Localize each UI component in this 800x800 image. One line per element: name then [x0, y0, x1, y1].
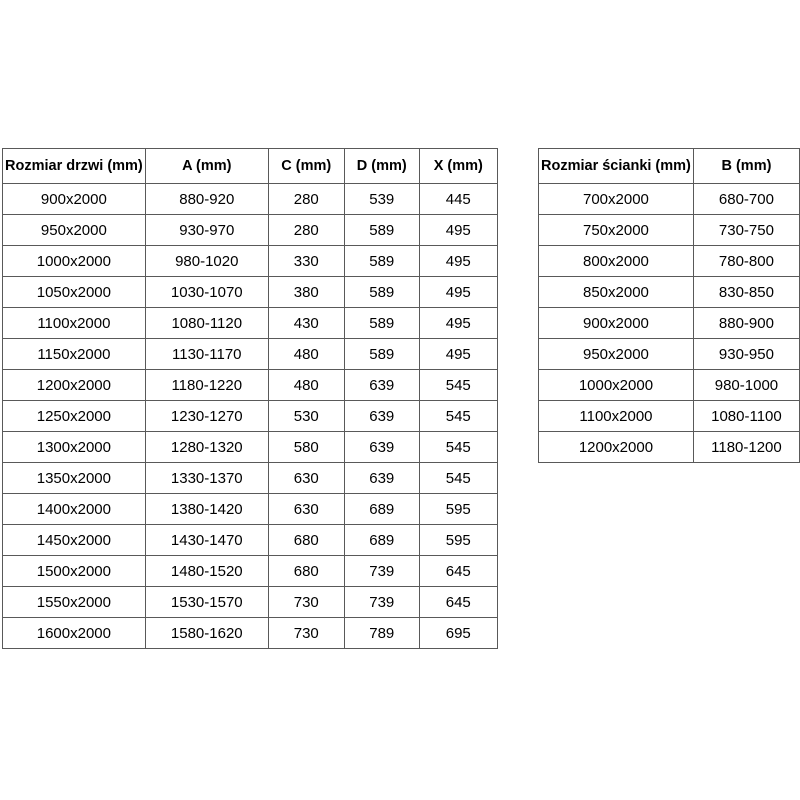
table-row — [539, 215, 800, 246]
table-cell: 830-850 — [693, 277, 799, 308]
column-header-c: C (mm) — [268, 149, 344, 184]
table-cell: 545 — [419, 463, 497, 494]
table-cell: 1330-1370 — [145, 463, 268, 494]
table-cell: 800x2000 — [539, 246, 694, 277]
table-cell: 589 — [344, 246, 419, 277]
table-cell: 789 — [344, 618, 419, 649]
table-cell: 280 — [268, 215, 344, 246]
table-cell: 630 — [268, 494, 344, 525]
table-row — [3, 184, 498, 215]
table-row — [3, 494, 498, 525]
table-cell: 495 — [419, 246, 497, 277]
table-cell: 1180-1220 — [145, 370, 268, 401]
wall-sizes-table — [538, 148, 800, 463]
table-cell: 750x2000 — [539, 215, 694, 246]
table-cell: 680 — [268, 525, 344, 556]
table-cell: 589 — [344, 215, 419, 246]
table-cell: 739 — [344, 556, 419, 587]
table-cell: 595 — [419, 494, 497, 525]
table-cell: 639 — [344, 463, 419, 494]
table-cell: 1200x2000 — [539, 432, 694, 463]
table-cell: 850x2000 — [539, 277, 694, 308]
table-cell: 689 — [344, 525, 419, 556]
table-row — [539, 246, 800, 277]
table-cell: 1050x2000 — [3, 277, 146, 308]
table-cell: 1280-1320 — [145, 432, 268, 463]
table-cell: 545 — [419, 401, 497, 432]
table-cell: 630 — [268, 463, 344, 494]
column-header-rozmiar-scianki: Rozmiar ścianki (mm) — [539, 149, 694, 184]
table-cell: 900x2000 — [539, 308, 694, 339]
table-cell: 545 — [419, 370, 497, 401]
table-row — [3, 215, 498, 246]
table-cell: 1430-1470 — [145, 525, 268, 556]
table-row — [3, 525, 498, 556]
door-table-header-row — [3, 149, 498, 184]
table-cell: 480 — [268, 370, 344, 401]
table-cell: 1350x2000 — [3, 463, 146, 494]
table-cell: 380 — [268, 277, 344, 308]
table-cell: 1480-1520 — [145, 556, 268, 587]
table-cell: 330 — [268, 246, 344, 277]
table-cell: 1100x2000 — [3, 308, 146, 339]
table-cell: 1150x2000 — [3, 339, 146, 370]
table-row — [3, 308, 498, 339]
table-cell: 739 — [344, 587, 419, 618]
table-cell: 695 — [419, 618, 497, 649]
table-cell: 495 — [419, 308, 497, 339]
table-cell: 1130-1170 — [145, 339, 268, 370]
table-cell: 700x2000 — [539, 184, 694, 215]
table-cell: 430 — [268, 308, 344, 339]
table-row — [539, 432, 800, 463]
table-cell: 645 — [419, 556, 497, 587]
table-cell: 639 — [344, 370, 419, 401]
column-header-rozmiar-drzwi: Rozmiar drzwi (mm) — [3, 149, 146, 184]
column-header-a: A (mm) — [145, 149, 268, 184]
table-cell: 495 — [419, 215, 497, 246]
table-cell: 1030-1070 — [145, 277, 268, 308]
table-cell: 589 — [344, 277, 419, 308]
table-cell: 1450x2000 — [3, 525, 146, 556]
table-cell: 950x2000 — [3, 215, 146, 246]
table-cell: 780-800 — [693, 246, 799, 277]
table-cell: 645 — [419, 587, 497, 618]
table-cell: 545 — [419, 432, 497, 463]
column-header-x: X (mm) — [419, 149, 497, 184]
table-cell: 930-970 — [145, 215, 268, 246]
table-cell: 730 — [268, 587, 344, 618]
table-cell: 1180-1200 — [693, 432, 799, 463]
table-cell: 639 — [344, 401, 419, 432]
column-header-b: B (mm) — [693, 149, 799, 184]
table-cell: 1400x2000 — [3, 494, 146, 525]
table-cell: 980-1020 — [145, 246, 268, 277]
table-cell: 589 — [344, 339, 419, 370]
table-cell: 689 — [344, 494, 419, 525]
table-cell: 589 — [344, 308, 419, 339]
table-row — [3, 618, 498, 649]
table-row — [3, 432, 498, 463]
table-row — [539, 401, 800, 432]
table-cell: 880-900 — [693, 308, 799, 339]
table-row — [539, 308, 800, 339]
table-cell: 730 — [268, 618, 344, 649]
table-cell: 539 — [344, 184, 419, 215]
table-cell: 1230-1270 — [145, 401, 268, 432]
table-cell: 530 — [268, 401, 344, 432]
table-cell: 495 — [419, 277, 497, 308]
table-cell: 280 — [268, 184, 344, 215]
table-cell: 1100x2000 — [539, 401, 694, 432]
wall-table-header-row — [539, 149, 800, 184]
table-cell: 445 — [419, 184, 497, 215]
table-row — [539, 370, 800, 401]
table-cell: 680-700 — [693, 184, 799, 215]
table-cell: 1380-1420 — [145, 494, 268, 525]
table-cell: 1530-1570 — [145, 587, 268, 618]
table-cell: 1080-1100 — [693, 401, 799, 432]
table-cell: 1080-1120 — [145, 308, 268, 339]
table-cell: 480 — [268, 339, 344, 370]
table-row — [3, 463, 498, 494]
table-row — [3, 556, 498, 587]
table-row — [3, 587, 498, 618]
table-row — [539, 277, 800, 308]
table-row — [3, 339, 498, 370]
table-cell: 880-920 — [145, 184, 268, 215]
table-cell: 730-750 — [693, 215, 799, 246]
table-row — [3, 401, 498, 432]
table-cell: 1000x2000 — [3, 246, 146, 277]
table-cell: 950x2000 — [539, 339, 694, 370]
table-cell: 980-1000 — [693, 370, 799, 401]
table-row — [539, 339, 800, 370]
table-row — [3, 246, 498, 277]
table-row — [3, 277, 498, 308]
table-cell: 680 — [268, 556, 344, 587]
table-cell: 1250x2000 — [3, 401, 146, 432]
table-row — [539, 184, 800, 215]
table-cell: 1300x2000 — [3, 432, 146, 463]
table-cell: 930-950 — [693, 339, 799, 370]
table-cell: 1000x2000 — [539, 370, 694, 401]
column-header-d: D (mm) — [344, 149, 419, 184]
table-cell: 595 — [419, 525, 497, 556]
table-cell: 1580-1620 — [145, 618, 268, 649]
door-sizes-table — [2, 148, 498, 649]
table-cell: 1600x2000 — [3, 618, 146, 649]
table-cell: 639 — [344, 432, 419, 463]
table-row — [3, 370, 498, 401]
table-cell: 1500x2000 — [3, 556, 146, 587]
table-cell: 1550x2000 — [3, 587, 146, 618]
table-cell: 1200x2000 — [3, 370, 146, 401]
table-cell: 580 — [268, 432, 344, 463]
table-cell: 900x2000 — [3, 184, 146, 215]
table-cell: 495 — [419, 339, 497, 370]
